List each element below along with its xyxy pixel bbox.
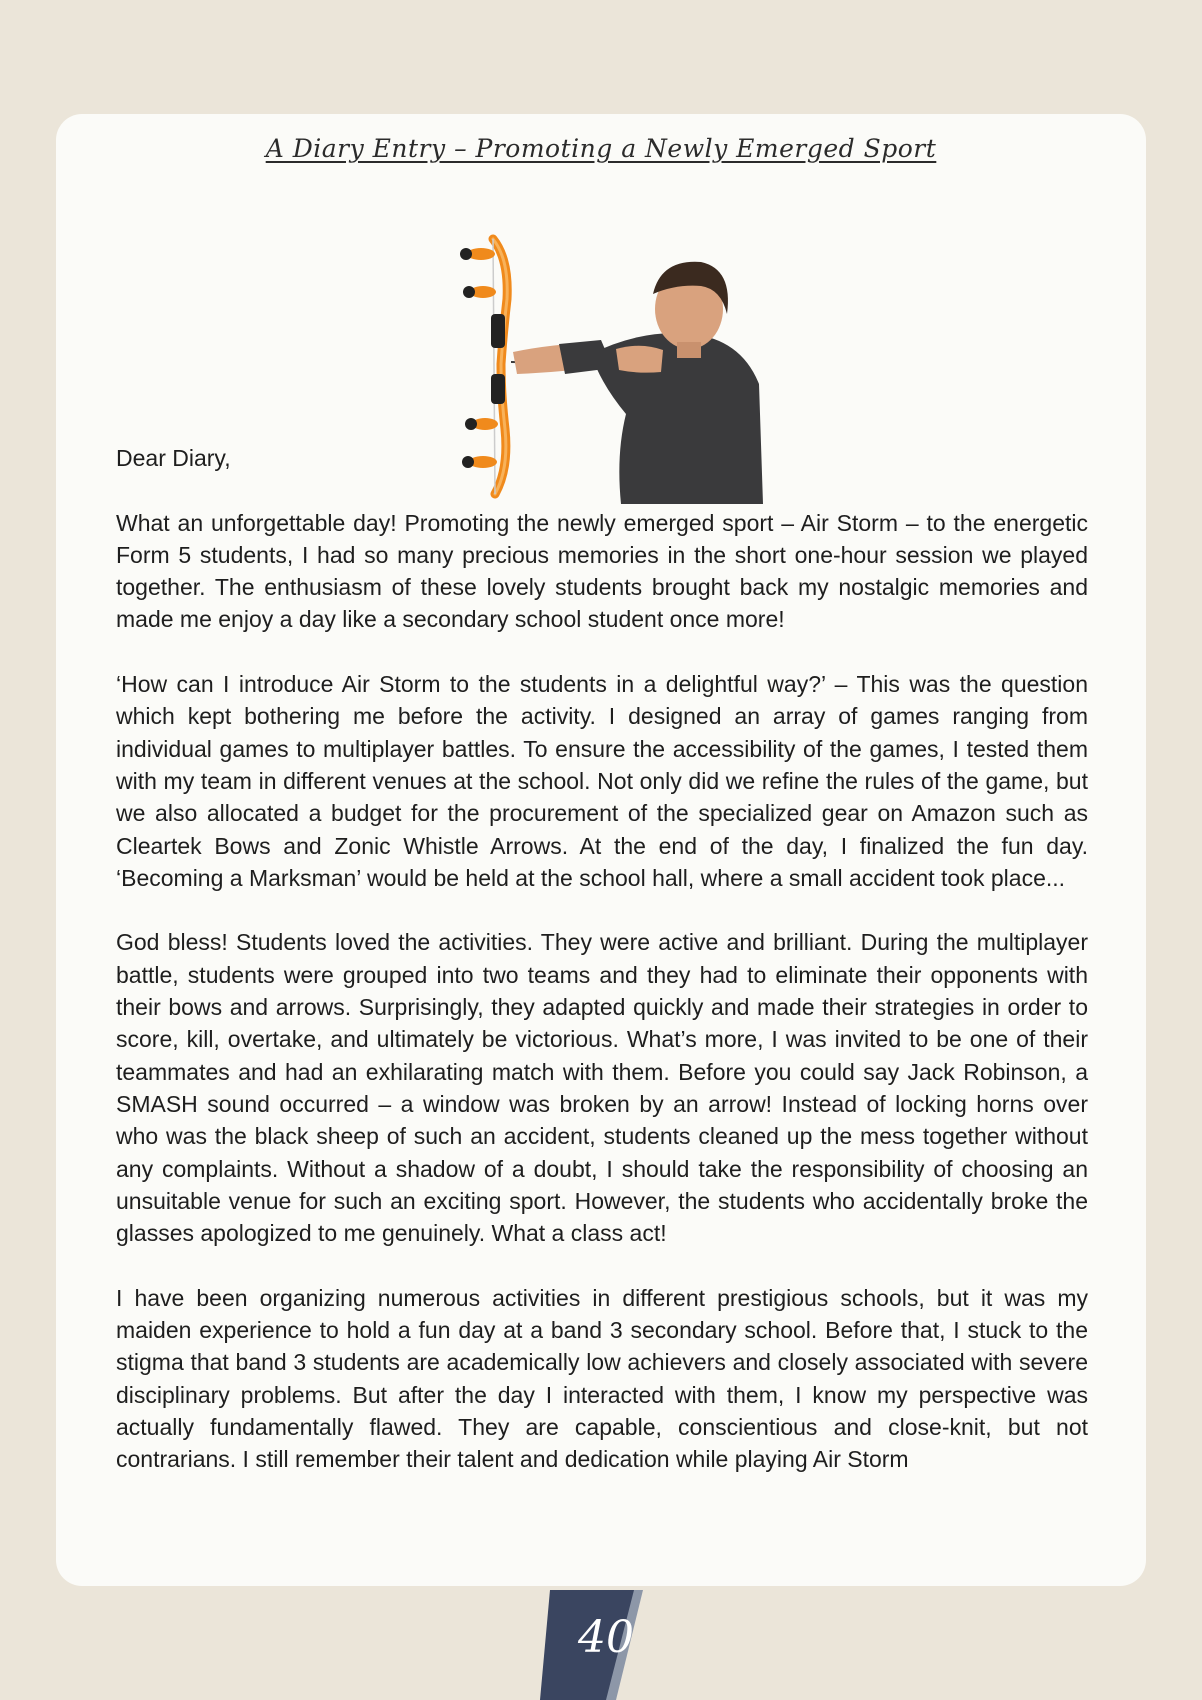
salutation: Dear Diary,: [116, 445, 231, 471]
paragraph-3: God bless! Students loved the activities. They were active and brilliant. During the multiplayer battle, students were grouped into two teams and they had to eliminate their opponents with their bows and arrows. Surprisingly, they adapted quickly and made their strategies in order to score, kill, overtake, and ultimately be victorious. What’s more, I was invited to be one of their teammates and had an exhilarating match with them. Before you could say Jack Robinson, a SMASH sound occurred – a window was broken by an arrow! Instead of locking horns over who was the black sheep of such an accident, students cleaned up the mess together without any complaints. Without a shadow of a doubt, I should take the responsibility of choosing an unsuitable venue for such an exciting sport. However, the students who accidentally broke the glasses apologized to me genuinely. What a class act!: [116, 929, 1088, 1247]
paragraph-1: What an unforgettable day! Promoting the newly emerged sport – Air Storm – to the energetic Form 5 students, I had so many precious memories in the short one-hour session we played together. The enthusiasm of these lovely students brought back my nostalgic memories and made me enjoy a day like a secondary school student once more!: [116, 509, 1088, 633]
diary-body: [116, 442, 1088, 1476]
page-number: 40: [578, 1612, 634, 1663]
paragraph-4: I have been organizing numerous activities in different prestigious schools, but it was my maiden experience to hold a fun day at a band 3 secondary school. Before that, I stuck to the stigma that band 3 students are academically low achievers and closely associated with severe disciplinary problems. But after the day I interacted with them, I know my perspective was actually fundamentally flawed. They are capable, conscientious and close-knit, but not contrarians. I still remember their talent and dedication while playing Air Storm: [116, 1284, 1088, 1473]
paragraph-2: ‘How can I introduce Air Storm to the students in a delightful way?’ – This was the question which kept bothering me before the activity. I designed an array of games ranging from individual games to multiplayer battles. To ensure the accessibility of the games, I tested them with my team in different venues at the school. Not only did we refine the rules of the game, but we also allocated a budget for the procurement of the specialized gear on Amazon such as Cleartek Bows and Zonic Whistle Arrows. At the end of the day, I finalized the fun day. ‘Becoming a Marksman’ would be held at the school hall, where a small accident took place...: [116, 671, 1088, 891]
page-title: A Diary Entry – Promoting a Newly Emerged Sport: [265, 134, 937, 163]
page-card: [56, 114, 1146, 1586]
